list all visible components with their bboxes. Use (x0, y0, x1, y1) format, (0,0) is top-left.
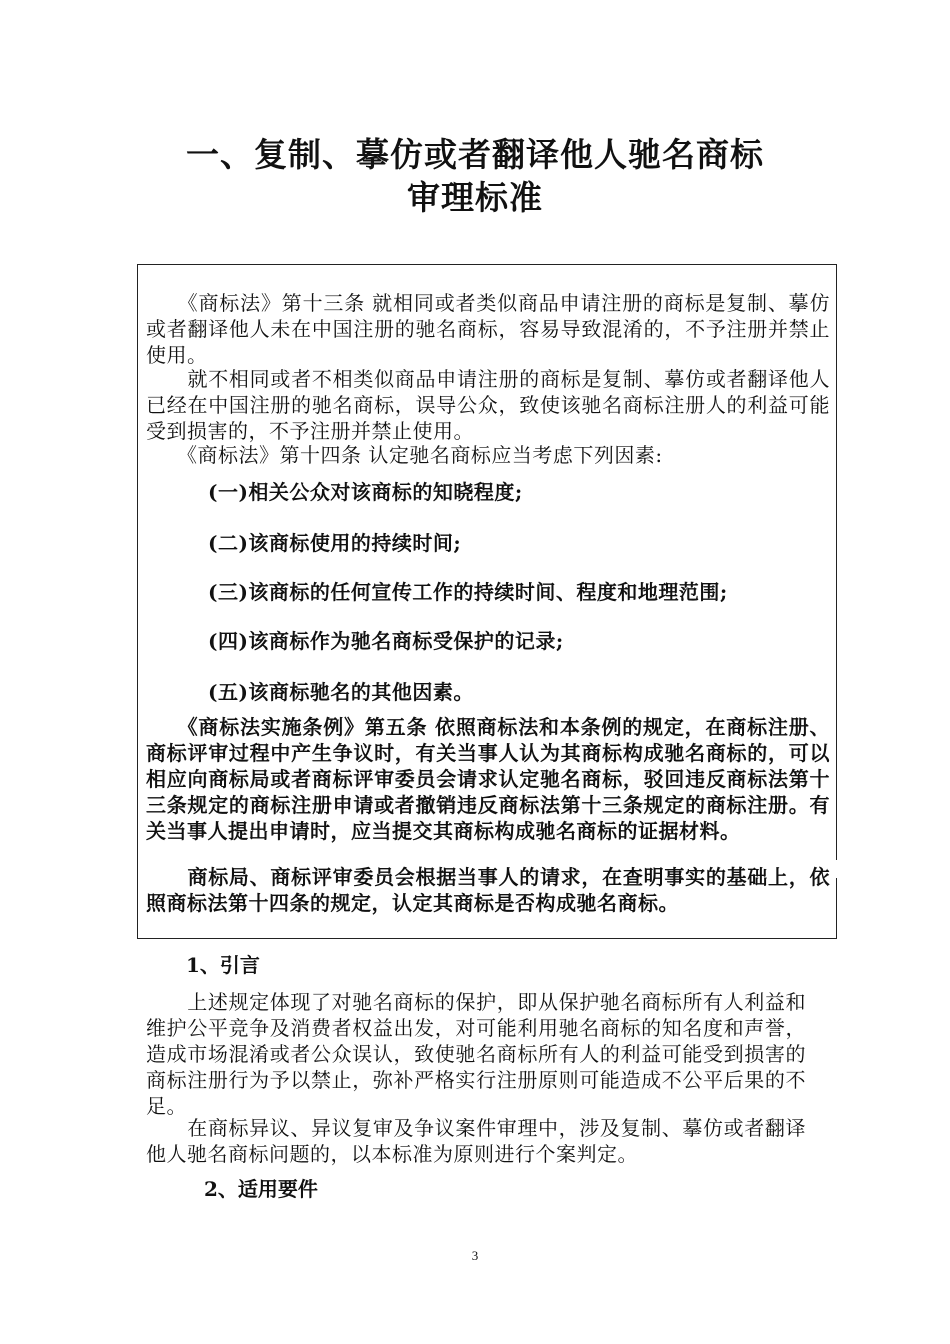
factor-item-3: (三)该商标的任何宣传工作的持续时间、程度和地理范围; (208, 580, 728, 604)
factor-item-5: (五)该商标驰名的其他因素。 (208, 680, 474, 704)
regulation-paragraph-art5: 《商标法实施条例》第五条 依照商标法和本条例的规定，在商标注册、商标评审过程中产生争议时，有关当事人认为其商标构成驰名商标的，可以相应向商标局或者商标评审委员会请求认定驰名商标，驳回违反商标法第十三条规定的商标注册申请或者撤销违反商标法第十三条规定的商标注册。有关当事人提出申请时，应当提交其商标构成驰名商标的证据材料。 (146, 715, 830, 843)
factor-item-2: (二)该商标使用的持续时间; (208, 531, 462, 555)
statute-paragraph-art14: 《商标法》第十四条 认定驰名商标应当考虑下列因素: (146, 443, 663, 467)
factor-item-4: (四)该商标作为驰名商标受保护的记录; (208, 629, 564, 653)
statute-paragraph-art13-second: 就不相同或者不相类似商品申请注册的商标是复制、摹仿或者翻译他人已经在中国注册的驰名商标，误导公众，致使该驰名商标注册人的利益可能受到损害的，不予注册并禁止使用。 (146, 367, 830, 443)
box-border-gap (835, 860, 839, 878)
statute-paragraph-art13: 《商标法》第十三条 就相同或者类似商品申请注册的商标是复制、摹仿或者翻译他人未在中国注册的驰名商标，容易导致混淆的，不予注册并禁止使用。 (146, 291, 830, 367)
document-title-line1: 一、复制、摹仿或者翻译他人驰名商标 (186, 135, 764, 174)
page-number: 3 (471, 1248, 479, 1263)
section-heading-requirements: 2、适用要件 (204, 1177, 318, 1201)
introduction-paragraph-1: 上述规定体现了对驰名商标的保护，即从保护驰名商标所有人利益和维护公平竞争及消费者权益出发，对可能利用驰名商标的知名度和声誉，造成市场混淆或者公众误认，致使驰名商标所有人的利益可能受到损害的商标注册行为予以禁止，弥补严格实行注册原则可能造成不公平后果的不足。 (146, 990, 806, 1118)
document-title-line2: 审理标准 (407, 178, 543, 217)
introduction-paragraph-2: 在商标异议、异议复审及争议案件审理中，涉及复制、摹仿或者翻译他人驰名商标问题的，以本标准为原则进行个案判定。 (146, 1116, 806, 1166)
regulation-paragraph-determination: 商标局、商标评审委员会根据当事人的请求，在查明事实的基础上，依照商标法第十四条的规定，认定其商标是否构成驰名商标。 (146, 865, 830, 915)
factor-item-1: (一)相关公众对该商标的知晓程度; (208, 480, 523, 504)
section-heading-introduction: 1、引言 (186, 953, 260, 977)
